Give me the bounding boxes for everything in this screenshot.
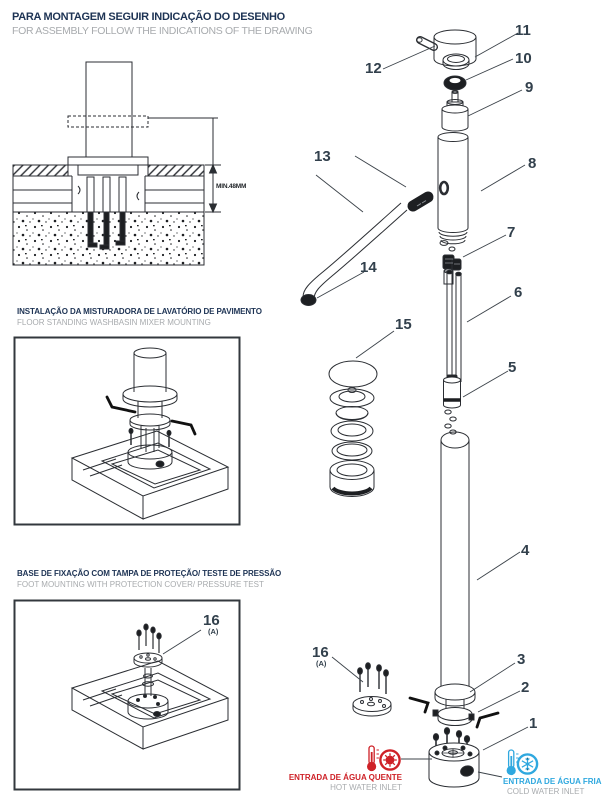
- part-callout-6: 6: [514, 284, 523, 301]
- part-13-spout: [303, 197, 428, 299]
- mounting-section-title-pt: INSTALAÇÃO DA MISTURADORA DE LAVATÓRIO DE PAVIMENTO: [17, 307, 262, 316]
- exploded-view: [301, 30, 528, 787]
- thermometer-hot-icon: [367, 746, 379, 771]
- part-callout-5: 5: [508, 359, 517, 376]
- part-11-trim-ring: [443, 54, 469, 70]
- part-callout-10: 10: [515, 50, 532, 67]
- part-callout-8: 8: [528, 155, 537, 172]
- min-depth-label: MIN.48MM: [216, 183, 247, 190]
- part-14-aerator: [301, 295, 316, 306]
- part-callout-9: 9: [525, 79, 534, 96]
- cold-inlet-label-en: COLD WATER INLET: [507, 787, 585, 796]
- part-callout-14: 14: [360, 259, 377, 276]
- part-callout-11: 11: [515, 22, 531, 39]
- box-callout-16-suffix: (A): [208, 627, 219, 636]
- part-10-cartridge-nut: [444, 76, 466, 90]
- part-1-base: [429, 743, 479, 787]
- part-callout-12: 12: [365, 60, 382, 77]
- pressure-section-title-en: FOOT MOUNTING WITH PROTECTION COVER/ PRESSURE TEST: [17, 580, 264, 589]
- part-callout-2: 2: [521, 679, 530, 696]
- allen-key-icon: [172, 421, 195, 434]
- page-title-pt: PARA MONTAGEM SEGUIR INDICAÇÃO DO DESENHO: [12, 11, 285, 23]
- allen-key-icon: [410, 698, 428, 712]
- hot-inlet-icons: [367, 746, 400, 771]
- part-callout-13: 13: [314, 148, 331, 165]
- part-callout-15: 15: [395, 316, 412, 333]
- thermometer-cold-icon: [507, 750, 519, 775]
- part-16a-protection-cover: [353, 663, 391, 716]
- hot-inlet-label-en: HOT WATER INLET: [330, 783, 402, 792]
- floor-cross-section-drawing: [13, 62, 221, 265]
- part-5-coupler: [444, 375, 461, 434]
- part-8-upper-body: [438, 133, 468, 244]
- part-callout-16: 16: [312, 644, 329, 661]
- callout-leader-lines: [316, 33, 528, 777]
- mixer-mounting-drawing: [15, 338, 240, 525]
- box-callout-16: 16: [203, 612, 220, 629]
- part-15-popup-waste: [329, 361, 377, 497]
- part-9-cartridge: [442, 91, 468, 131]
- part-7-connector: [440, 241, 461, 284]
- cold-inlet-label-pt: ENTRADA DE ÁGUA FRIA: [503, 777, 602, 786]
- part-4-column: [441, 432, 469, 688]
- part-callout-3: 3: [517, 651, 526, 668]
- mounting-section-title-en: FLOOR STANDING WASHBASIN MIXER MOUNTING: [17, 318, 211, 327]
- part-12-handle: [417, 30, 476, 66]
- part-callout-4: 4: [521, 542, 530, 559]
- allen-key-icon: [477, 713, 498, 727]
- cover-screws: [137, 624, 161, 653]
- hot-inlet-label-pt: ENTRADA DE ÁGUA QUENTE: [288, 773, 402, 782]
- snowflake-icon: [518, 754, 537, 773]
- page-title-en: FOR ASSEMBLY FOLLOW THE INDICATIONS OF THE DRAWING: [12, 25, 313, 37]
- part-6-supply-tubes: [447, 270, 462, 382]
- part-callout-7: 7: [507, 224, 516, 241]
- part-callout-16-suffix: (A): [316, 659, 327, 668]
- heat-burst-icon: [380, 750, 399, 769]
- part-callout-1: 1: [529, 715, 538, 732]
- anchor-bolts: [87, 177, 126, 249]
- pressure-section-title-pt: BASE DE FIXAÇÃO COM TAMPA DE PROTEÇÃO/ TESTE DE PRESSÃO: [17, 569, 282, 578]
- cold-inlet-icons: [507, 750, 538, 775]
- min-depth-dimension: [205, 118, 221, 212]
